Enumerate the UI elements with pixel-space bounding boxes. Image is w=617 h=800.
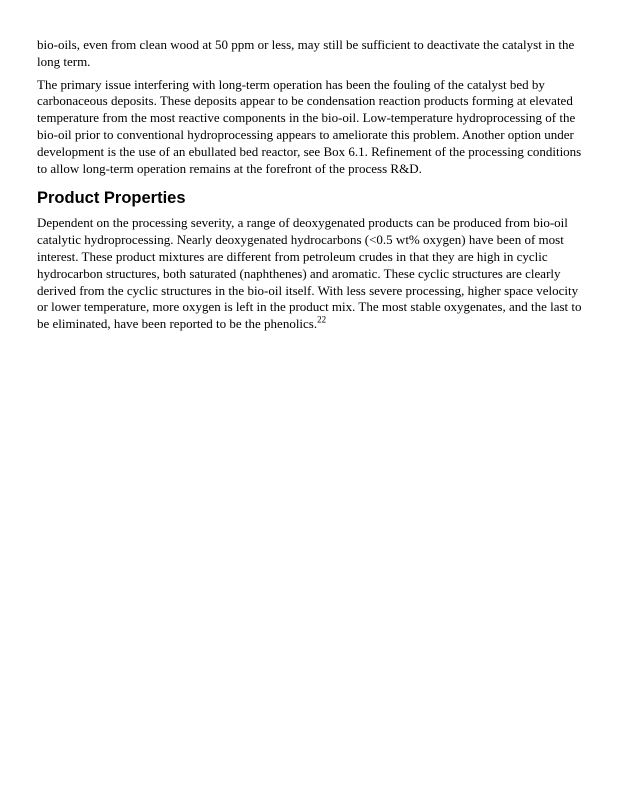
section-paragraph xyxy=(37,215,585,333)
section-paragraph-text: Dependent on the processing severity, a range of deoxygenated products can be produced from bio-oil catalytic hydroprocessing. Nearly deoxygenated hydrocarbons (<0.5 wt% oxygen) have been of most interest. These product mixtures are different from petroleum crudes in that they are high in cyclic hydrocarbon structures, both saturated (naphthenes) and aromatic. These cyclic structures are clearly derived from the cyclic structures in the bio-oil itself. With less severe processing, higher space velocity or lower temperature, more oxygen is left in the product mix. The most stable oxygenates, and the last to be eliminated, have been reported to be the phenolics. xyxy=(37,215,582,332)
body-paragraph-1: bio-oils, even from clean wood at 50 ppm or less, may still be sufficient to deactivate the catalyst in the long term. xyxy=(37,37,575,69)
page-content xyxy=(37,37,585,333)
section-heading: Product Properties xyxy=(37,189,186,208)
footnote-reference[interactable]: 22 xyxy=(317,314,327,325)
body-paragraph-2: The primary issue interfering with long-term operation has been the fouling of the catalyst bed by carbonaceous deposits. These deposits appear to be condensation reaction products forming at elevated temperature from the most reactive components in the bio-oil. Low-temperature hydroprocessing of the bio-oil prior to conventional hydroprocessing appears to ameliorate this problem. Another option under development is the use of an ebullated bed reactor, see Box 6.1. Refinement of the processing conditions to allow long-term operation remains at the forefront of the process R&D. xyxy=(37,76,582,176)
